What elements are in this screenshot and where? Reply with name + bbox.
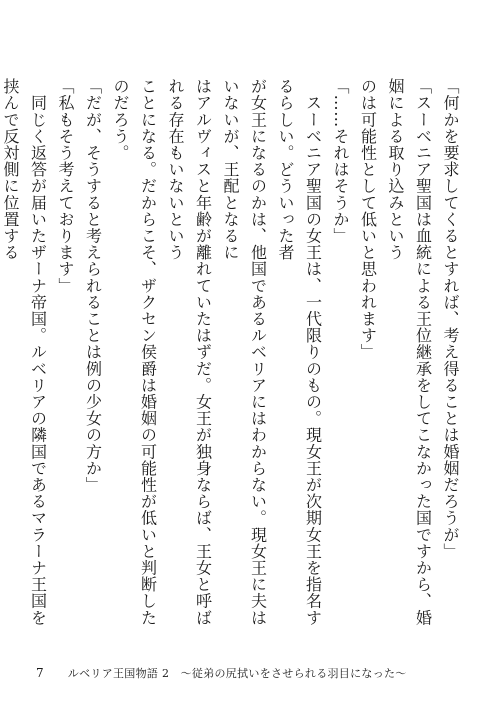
page-number: 7 (36, 666, 44, 680)
vertical-text-body (1, 78, 464, 638)
page-footer (36, 665, 407, 681)
running-title: ルベリア王国物語 2 ～従弟の尻拭いをさせられる羽目になった～ (67, 667, 407, 680)
text-line: はアルヴィスと年齢が離れていたはずだ。女王が独身ならば、王女と呼ばれる存在もいないという (166, 78, 213, 626)
text-line: 「私もそう考えております」 (56, 78, 75, 294)
text-line: 同じく返答が届いたザーナ帝国。ルベリアの隣国であるマラーナ王国を挟んで反対側に位置する (1, 78, 48, 626)
text-line: 「……それはそうか」 (331, 78, 350, 244)
text-line: 「スーベニア聖国は血統による王位継承をしてこなかった国ですから、婚姻による取り込みという (386, 78, 433, 626)
text-line: 「だが、そうすると考えられることは例の少女の方か」 (83, 78, 103, 493)
text-line: ことになる。だからこそ、ザクセン侯爵は婚姻の可能性が低いと判断したのだろう。 (111, 78, 158, 626)
text-line: スーベニア聖国の女王は、一代限りのもの。現女王が次期女王を指名するらしい。どういった者 (276, 78, 323, 626)
text-line: が女王になるのかは、他国であるルベリアにはわからない。現女王に夫はいないが、王配となるに (221, 78, 268, 626)
text-line: のは可能性として低いと思われます」 (358, 78, 378, 361)
text-line: 「何かを要求してくるとすれば、考え得ることは婚姻だろうが」 (441, 78, 460, 560)
